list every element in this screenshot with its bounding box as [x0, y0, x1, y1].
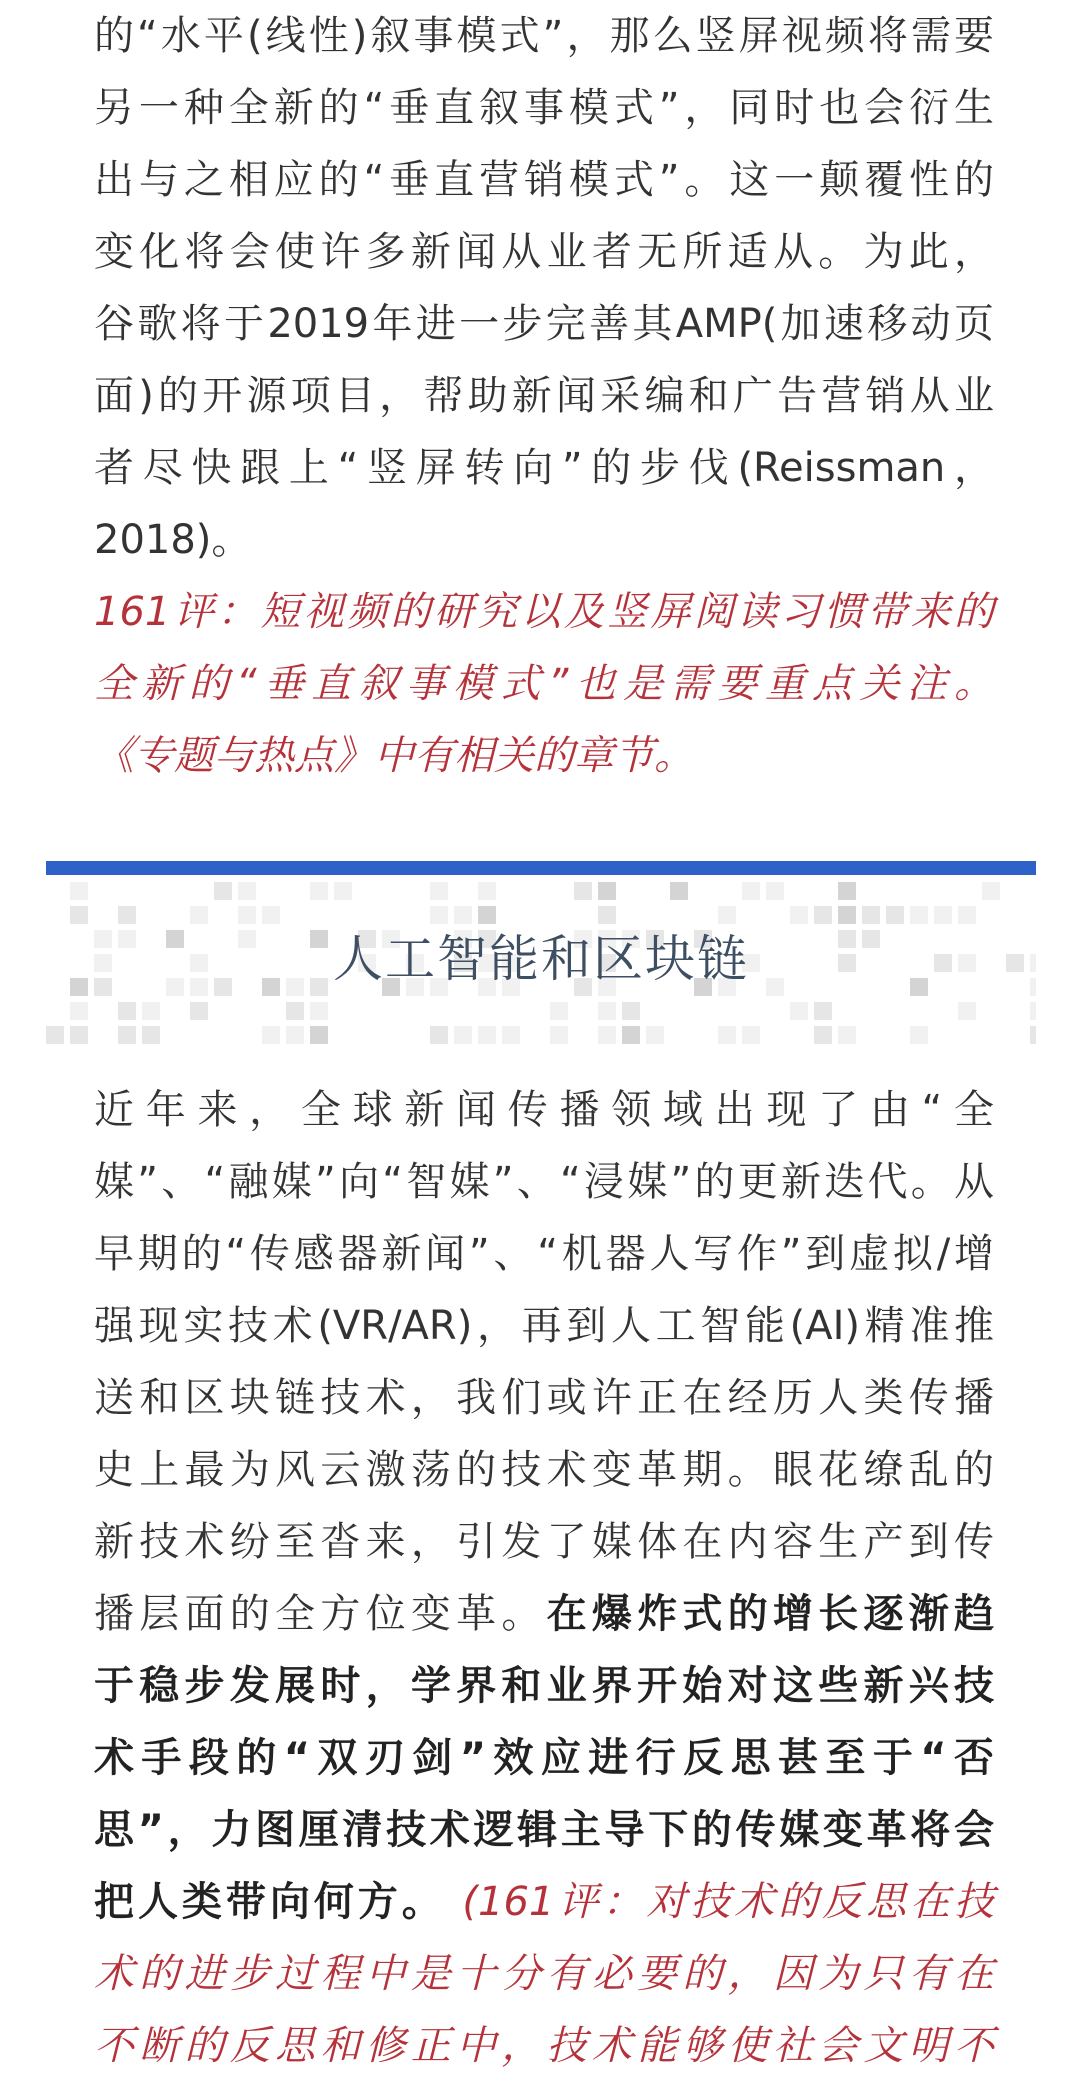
pattern-tile [598, 1026, 616, 1044]
comment-line: 161评：短视频的研究以及竖屏阅读习惯带来的 [94, 589, 994, 635]
pattern-tile [430, 882, 448, 900]
pattern-tile [70, 1002, 88, 1020]
pattern-tile [790, 1002, 808, 1020]
pattern-tile [1030, 1002, 1036, 1020]
text-line: 谷歌将于2019年进一步完善其AMP(加速移动页 [94, 301, 994, 347]
pattern-tile [142, 1026, 160, 1044]
bold-line: 思”，力图厘清技术逻辑主导下的传媒变革将会 [94, 1807, 994, 1853]
pattern-tile [190, 1002, 208, 1020]
pattern-tile [70, 882, 88, 900]
bold-text: 把人类带向何方。 [94, 1879, 446, 1925]
pattern-tile [430, 1026, 448, 1044]
text-line: 媒”、“融媒”向“智媒”、“浸媒”的更新迭代。从 [94, 1159, 994, 1205]
pattern-tile [574, 882, 592, 900]
bold-line: 于稳步发展时，学界和业界开始对这些新兴技 [94, 1663, 994, 1709]
text-line: 的“水平(线性)叙事模式”，那么竖屏视频将需要 [94, 13, 994, 59]
pattern-tile [334, 882, 352, 900]
pattern-tile [982, 882, 1000, 900]
text-line: 出与之相应的“垂直营销模式”。这一颠覆性的 [94, 157, 994, 203]
inline-comment: (161评：对技术的反思在技 [462, 1879, 995, 1925]
pattern-tile [70, 1026, 88, 1044]
pattern-tile [478, 882, 496, 900]
pattern-tile [646, 1026, 664, 1044]
editor-comment [94, 576, 994, 792]
text-line: 2018)。 [94, 517, 252, 563]
regular-text: 播层面的全方位变革。 [94, 1591, 547, 1637]
text-line: 近年来，全球新闻传播领域出现了由“全 [94, 1087, 994, 1133]
pattern-tile [550, 1026, 568, 1044]
pattern-tile [1030, 1026, 1036, 1044]
pattern-tile [958, 1002, 976, 1020]
bold-line: 术手段的“双刃剑”效应进行反思甚至于“否 [94, 1735, 994, 1781]
pattern-tile [310, 882, 328, 900]
comment-line: 全新的“垂直叙事模式”也是需要重点关注。 [94, 661, 994, 707]
text-line: 送和区块链技术，我们或许正在经历人类传播 [94, 1375, 994, 1421]
pattern-tile [118, 1002, 136, 1020]
pattern-tile [838, 1026, 856, 1044]
text-line: 新技术纷至沓来，引发了媒体在内容生产到传 [94, 1519, 994, 1565]
pattern-tile [838, 882, 856, 900]
text-line: 早期的“传感器新闻”、“机器人写作”到虚拟/增 [94, 1231, 994, 1277]
pattern-tile [46, 1026, 64, 1044]
pattern-tile [598, 882, 616, 900]
pattern-tile [814, 1002, 832, 1020]
text-line-mixed [94, 1578, 994, 1650]
pattern-tile [742, 1026, 760, 1044]
section-header-bar [46, 861, 1036, 875]
pattern-tile [814, 1026, 832, 1044]
pattern-tile [910, 1026, 928, 1044]
section-title: 人工智能和区块链 [333, 930, 749, 988]
pattern-tile [262, 1026, 280, 1044]
pattern-tile [550, 1002, 568, 1020]
comment-line: 术的进步过程中是十分有必要的，因为只有在 [94, 1951, 994, 1997]
pattern-tile [310, 1002, 328, 1020]
pattern-tile [718, 1026, 736, 1044]
paragraph-ai-blockchain [94, 1074, 994, 2082]
pattern-tile [142, 1002, 160, 1020]
pattern-tile [214, 882, 232, 900]
text-line: 另一种全新的“垂直叙事模式”，同时也会衍生 [94, 85, 994, 131]
pattern-tile [118, 1026, 136, 1044]
text-line: 强现实技术(VR/AR)，再到人工智能(AI)精准推 [94, 1303, 994, 1349]
text-line: 变化将会使许多新闻从业者无所适从。为此， [94, 229, 994, 275]
text-line: 史上最为风云激荡的技术变革期。眼花缭乱的 [94, 1447, 994, 1493]
bold-text: 在爆炸式的增长逐渐趋 [546, 1591, 995, 1637]
comment-line: 《专题与热点》中有相关的章节。 [94, 733, 694, 779]
pattern-tile [238, 882, 256, 900]
pattern-tile [622, 1026, 640, 1044]
pattern-tile [478, 1026, 496, 1044]
pattern-tile [310, 1026, 328, 1044]
pattern-tile [286, 1026, 304, 1044]
pattern-tile [454, 1026, 472, 1044]
pattern-tile [766, 882, 784, 900]
pattern-tile [598, 1002, 616, 1020]
text-line: 面)的开源项目，帮助新闻采编和广告营销从业 [94, 373, 994, 419]
pattern-tile [622, 1002, 640, 1020]
pattern-tile [742, 882, 760, 900]
text-line: 者尽快跟上“竖屏转向”的步伐(Reissman， [94, 445, 994, 491]
pattern-tile [502, 1026, 520, 1044]
pattern-tile [670, 882, 688, 900]
comment-line: 不断的反思和修正中，技术能够使社会文明不 [94, 2023, 994, 2069]
pattern-tile [286, 1002, 304, 1020]
paragraph-vertical-video [94, 0, 994, 576]
text-line-mixed [94, 1866, 994, 1938]
